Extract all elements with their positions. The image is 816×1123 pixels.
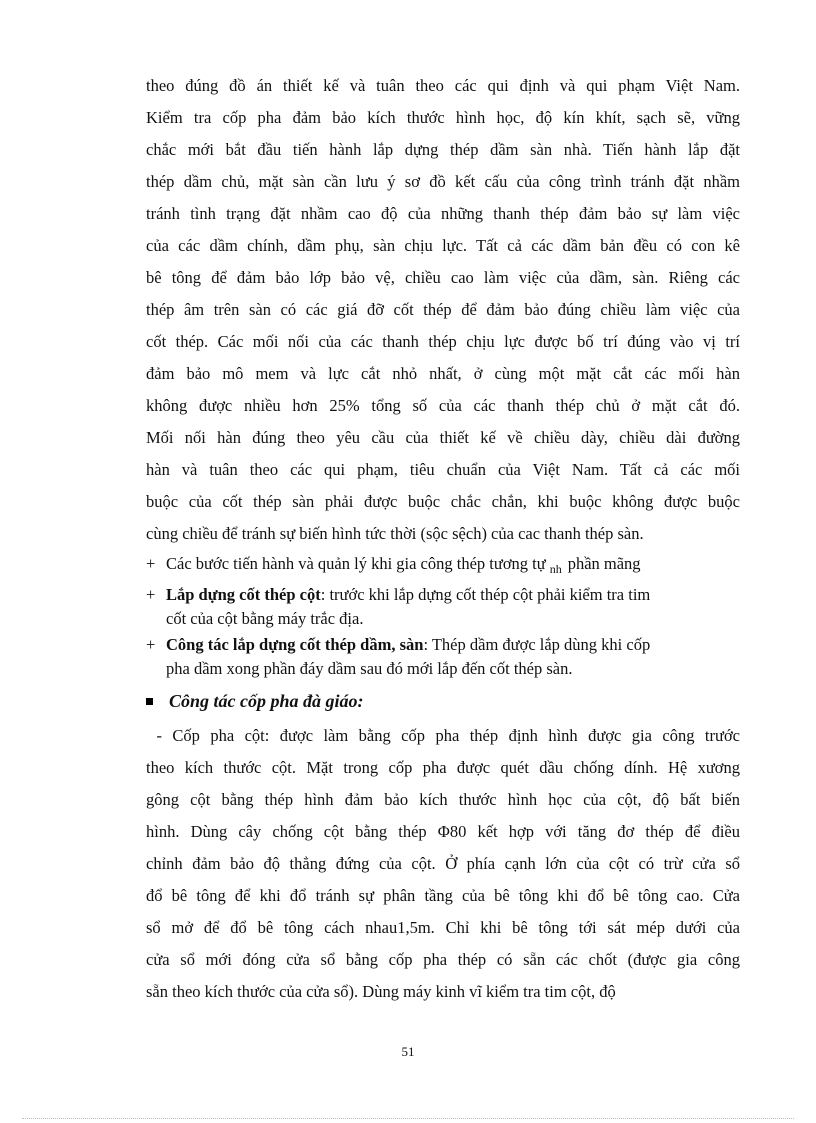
- text-line: buộc của cốt thép sàn phải được buộc chắc chắn, khi buộc không được buộc: [146, 492, 740, 511]
- text-line: hàn và tuân theo các qui phạm, tiêu chuẩn của Việt Nam. Tất cả các mối: [146, 460, 740, 479]
- text-line: đảm bảo mô mem và lực cắt nhỏ nhất, ở cùng một mặt cắt các mối hàn: [146, 364, 740, 383]
- text-line: gông cột bằng thép hình đảm bảo kích thước hình học của cột, độ bất biến: [146, 790, 740, 809]
- list-item-bold: Công tác lắp dựng cốt thép dầm, sàn: [166, 635, 424, 654]
- list-item: [146, 583, 740, 631]
- plus-marker: +: [146, 635, 156, 654]
- list-item-line: [166, 583, 740, 607]
- paragraph-steel-installation: [146, 70, 740, 550]
- bullet-list: [146, 552, 740, 681]
- text-line: cốt thép. Các mối nối của các thanh thép chịu lực được bố trí đúng vào vị trí: [146, 332, 740, 351]
- list-item: [146, 633, 740, 681]
- text-line: cùng chiều để tránh sự biến hình tức thời (sộc sệch) của cac thanh thép sàn.: [146, 524, 644, 543]
- list-item-text-b: phần mãng: [567, 554, 641, 573]
- heading-text: Công tác cốp pha đà giáo:: [169, 691, 364, 711]
- list-item-sub: nh: [549, 562, 562, 576]
- text-line: sẵn theo kích thước của cửa sổ). Dùng máy kinh vĩ kiểm tra tim cột, độ: [146, 982, 616, 1001]
- list-item-text: : Thép dầm được lắp dùng khi cốp: [423, 635, 651, 654]
- list-item-line: pha dầm xong phần đáy dầm sau đó mới lắp đến cốt thép sàn.: [166, 659, 573, 678]
- document-page: [146, 70, 740, 1008]
- square-bullet-icon: [146, 698, 153, 705]
- list-item-text: [166, 552, 740, 581]
- text-line: theo kích thước cột. Mặt trong cốp pha được quét dầu chống dính. Hệ xương: [146, 758, 740, 777]
- text-line: Mối nối hàn đúng theo yêu cầu của thiết kế về chiều dày, chiều dài đường: [146, 428, 740, 447]
- text-line: bê tông để đảm bảo lớp bảo vệ, chiều cao làm việc của dầm, sàn. Riêng các: [146, 268, 740, 287]
- text-line: thép âm trên sàn có các giá đỡ cốt thép để đảm bảo đúng chiều làm việc của: [146, 300, 740, 319]
- text-line: không được nhiều hơn 25% tổng số của các thanh thép chủ ở mặt cắt đó.: [146, 396, 740, 415]
- list-item-text: : trước khi lắp dựng cốt thép cột phải kiểm tra tim: [320, 585, 651, 604]
- page-number: 51: [401, 1044, 415, 1059]
- text-line: thép dầm chủ, mặt sàn cần lưu ý sơ đồ kết cấu của công trình tránh đặt nhầm: [146, 172, 740, 191]
- list-item-line: [166, 633, 740, 657]
- text-line: đổ bê tông để khi đổ tránh sự phân tầng của bê tông khi đổ bê tông cao. Cửa: [146, 886, 740, 905]
- plus-marker: +: [146, 585, 156, 604]
- text-line: sổ mở để đổ bê tông cách nhau1,5m. Chỉ khi bê tông tới sát mép dưới của: [146, 918, 740, 937]
- text-line: hình. Dùng cây chống cột bằng thép Φ80 kết hợp với tăng đơ thép để điều: [146, 822, 740, 841]
- text-line: chắc mới bắt đầu tiến hành lắp dựng thép dầm sàn nhà. Tiến hành lắp đặt: [146, 140, 740, 159]
- text-line: Kiểm tra cốp pha đảm bảo kích thước hình học, độ kín khít, sạch sẽ, vững: [146, 108, 740, 127]
- paragraph-formwork: [146, 720, 740, 1008]
- footer-divider: [22, 1118, 794, 1119]
- plus-marker: +: [146, 554, 156, 573]
- text-line: chỉnh đảm bảo độ thẳng đứng của cột. Ở phía cạnh lớn của cột có trừ cửa sổ: [146, 854, 740, 873]
- list-item-text-a: Các bước tiến hành và quản lý khi gia công thép tương tự: [166, 554, 546, 573]
- list-item-bold: Lắp dựng cốt thép cột: [166, 585, 321, 604]
- list-item: [146, 552, 740, 581]
- text-line: của các dầm chính, dầm phụ, sàn chịu lực. Tất cả các dầm bản đều có con kê: [146, 236, 740, 255]
- section-heading: [146, 691, 740, 712]
- list-item-line: cốt của cột bằng máy trắc địa.: [166, 609, 364, 628]
- text-line: cửa sổ mới đóng cửa sổ bằng cốp pha thép có sẵn các chốt (được gia công: [146, 950, 740, 969]
- text-line: tránh tình trạng đặt nhầm cao độ của những thanh thép đảm bảo sự làm việc: [146, 204, 740, 223]
- text-line: theo đúng đồ án thiết kế và tuân theo các qui định và qui phạm Việt Nam.: [146, 76, 740, 95]
- text-line: - Cốp pha cột: được làm bằng cốp pha thép định hình được gia công trước: [146, 726, 740, 745]
